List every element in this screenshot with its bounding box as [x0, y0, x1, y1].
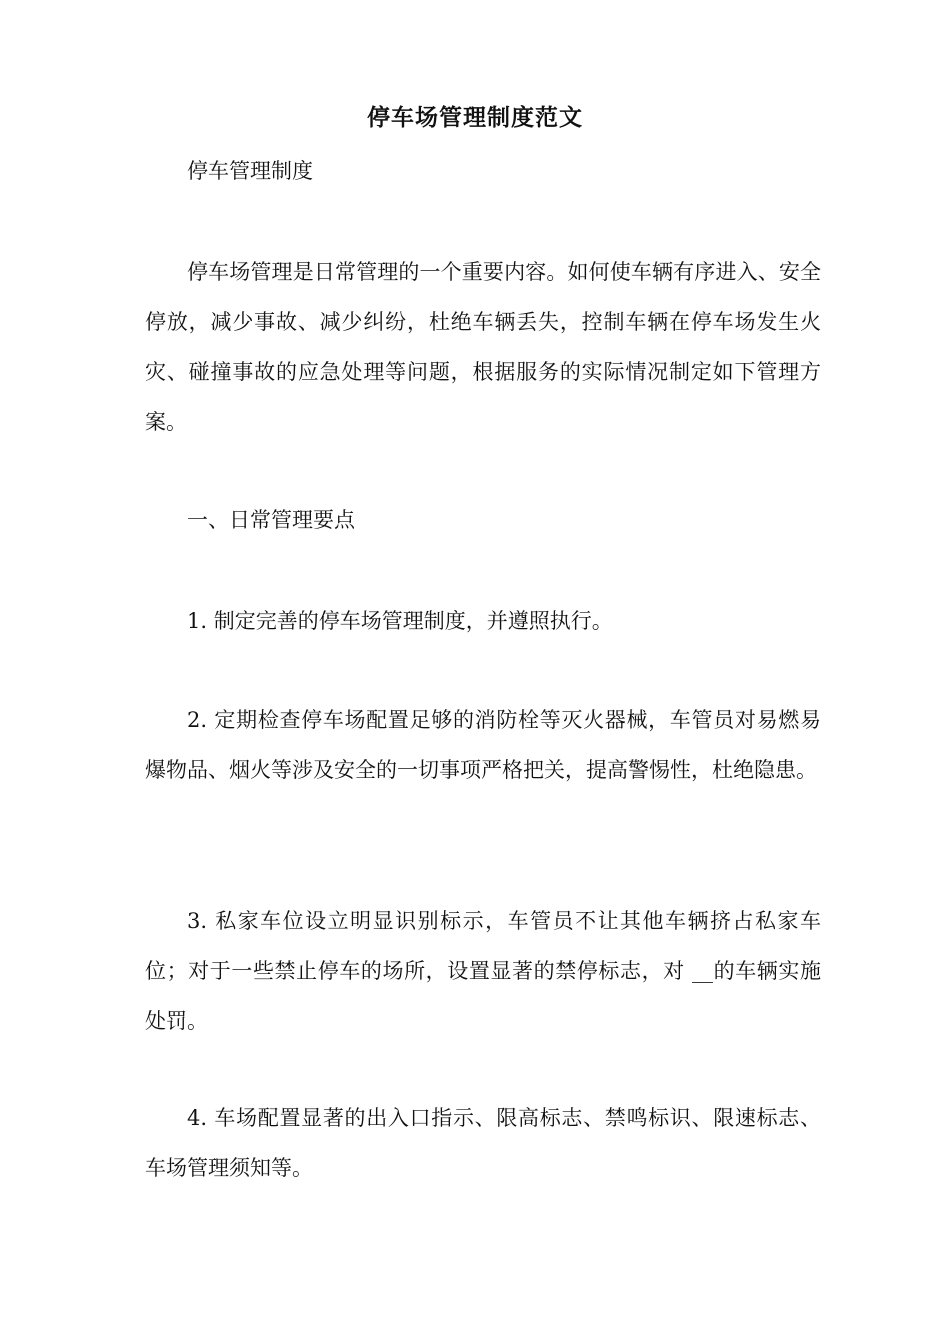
list-item-2: 2. 定期检查停车场配置足够的消防栓等灭火器械，车管员对易燃易爆物品、烟火等涉及安全的一切事项严格把关，提高警惕性，杜绝隐患。	[145, 708, 821, 782]
intro-paragraph: 停车场管理是日常管理的一个重要内容。如何使车辆有序进入、安全停放，减少事故、减少纠纷，杜绝车辆丢失，控制车辆在停车场发生火灾、碰撞事故的应急处理等问题，根据服务的实际情况制定如下管理方案。	[145, 260, 821, 434]
document-title: 停车场管理制度范文	[367, 104, 583, 131]
list-item-4: 4. 车场配置显著的出入口指示、限高标志、禁鸣标识、限速标志、车场管理须知等。	[145, 1106, 821, 1180]
document-subtitle: 停车管理制度	[187, 159, 313, 183]
section-heading: 一、日常管理要点	[187, 508, 355, 532]
list-item-3: 3. 私家车位设立明显识别标示，车管员不让其他车辆挤占私家车位；对于一些禁止停车的场所，设置显著的禁停标志，对 __的车辆实施处罚。	[145, 909, 821, 1033]
list-item-1: 1. 制定完善的停车场管理制度，并遵照执行。	[187, 609, 613, 633]
